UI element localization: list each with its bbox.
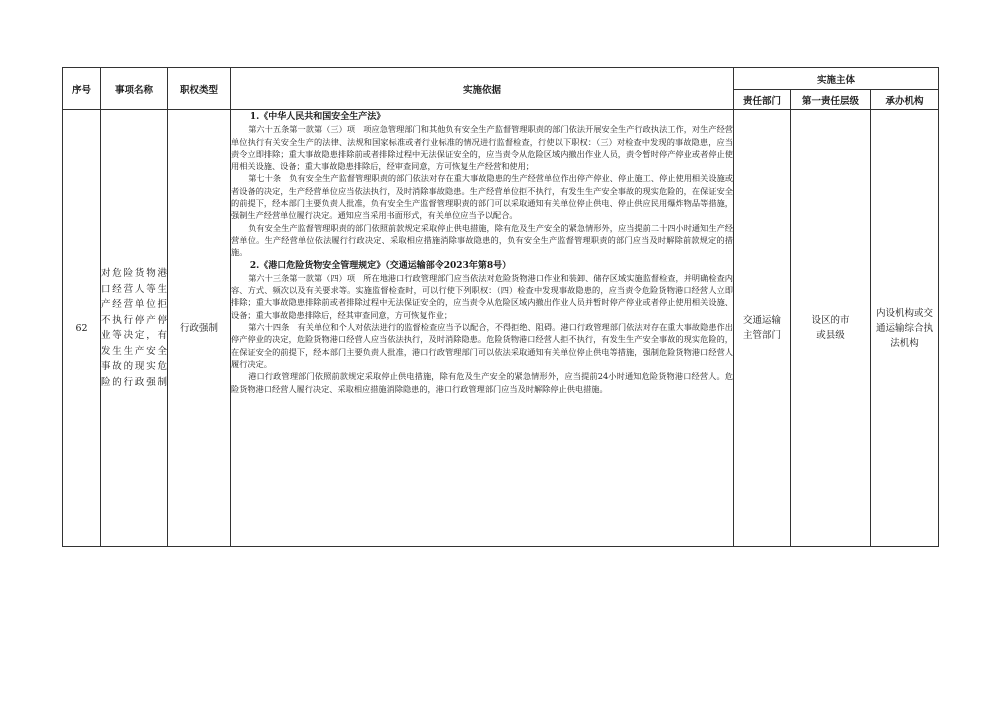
cell-dept: 交通运输主管部门: [734, 110, 791, 547]
header-dept: 责任部门: [734, 90, 791, 110]
header-level: 第一责任层级: [791, 90, 871, 110]
header-no: 序号: [63, 68, 101, 110]
header-subject: 实施主体: [734, 68, 939, 90]
table-row: [63, 110, 939, 547]
basis-paragraph: 港口行政管理部门依照前款规定采取停止供电措施，除有危及生产安全的紧急情形外，应当提前24小时通知危险货物港口经营人。危险货物港口经营人履行决定、采取相应措施消除隐患的，港口行政管理部门应当及时解除停止供电措施。: [231, 371, 733, 394]
cell-org: 内设机构或交通运输综合执法机构: [871, 110, 939, 547]
header-item-name: 事项名称: [101, 68, 168, 110]
cell-authority-type: 行政强制: [168, 110, 231, 547]
basis-paragraph: 负有安全生产监督管理职责的部门依照前款规定采取停止供电措施，除有危及生产安全的紧急情形外，应当提前二十四小时通知生产经营单位。生产经营单位依法履行行政决定、采取相应措施消除事故隐患的，负有安全生产监督管理职责的部门应当及时解除前款规定的措施。: [231, 222, 733, 258]
cell-level: 设区的市或县级: [791, 110, 871, 547]
header-basis: 实施依据: [231, 68, 734, 110]
cell-basis: [231, 110, 734, 547]
basis-paragraph: 第六十四条 有关单位和个人对依法进行的监督检查应当予以配合，不得拒绝、阻碍。港口行政管理部门依法对存在重大事故隐患作出停产停业的决定，危险货物港口经营人应当依法执行，及时消除隐患。危险货物港口经营人拒不执行，有发生生产安全事故的现实危险的，在保证安全的前提下，经本部门主要负责人批准，港口行政管理部门可以依法采取通知有关单位停止供电等措施，强制危险货物港口经营人履行决定。: [231, 322, 733, 369]
header-authority-type: 职权类型: [168, 68, 231, 110]
basis-paragraph: 第六十三条第一款第（四）项 所在地港口行政管理部门应当依法对危险货物港口作业和装卸、储存区域实施监督检查，并明确检查内容、方式、频次以及有关要求等。实施监督检查时，可以行使下列职权：（四）检查中发现事故隐患的，应当责令危险货物港口经营人立即排除；重大事故隐患排除前或者排除过程中无法保证安全的，应当责令从危险区域内撤出作业人员并暂时停产停业或者停止使用相关设施、设备；重大事故隐患排除后，经其审查同意，方可恢复作业；: [231, 272, 733, 320]
basis-law-title: 1.《中华人民共和国安全生产法》: [249, 112, 386, 122]
implementation-table: [62, 67, 939, 547]
basis-paragraph: 第六十五条第一款第（三）项 项应急管理部门和其他负有安全生产监督管理职责的部门依法开展安全生产行政执法工作，对生产经营单位执行有关安全生产的法律、法规和国家标准或者行业标准的情况进行监督检查，行使以下职权：（三）对检查中发现的事故隐患，应当责令立即排除；重大事故隐患排除前或者排除过程中无法保证安全的，应当责令从危险区域内撤出作业人员，责令暂时停产停业或者停止使用相关设施、设备；重大事故隐患排除后，经审查同意，方可恢复生产经营和使用；: [231, 124, 733, 172]
cell-no: 62: [63, 110, 101, 547]
basis-law-title: 2.《港口危险货物安全管理规定》（交通运输部令2023年第8号）: [249, 260, 512, 271]
header-org: 承办机构: [871, 90, 939, 110]
basis-paragraph: 第七十条 负有安全生产监督管理职责的部门依法对存在重大事故隐患的生产经营单位作出停产停业、停止施工、停止使用相关设施或者设备的决定，生产经营单位应当依法执行，及时消除事故隐患。生产经营单位拒不执行，有发生生产安全事故的现实危险的，在保证安全的前提下，经本部门主要负责人批准，负有安全生产监督管理职责的部门可以采取通知有关单位停止供电、停止供应民用爆炸物品等措施，强制生产经营单位履行决定。通知应当采用书面形式，有关单位应当予以配合。: [231, 173, 733, 221]
cell-item-name: 对危险货物港口经营人等生产经营单位拒不执行停产停业等决定，有发生生产安全事故的现实危险的行政强制: [101, 110, 168, 547]
